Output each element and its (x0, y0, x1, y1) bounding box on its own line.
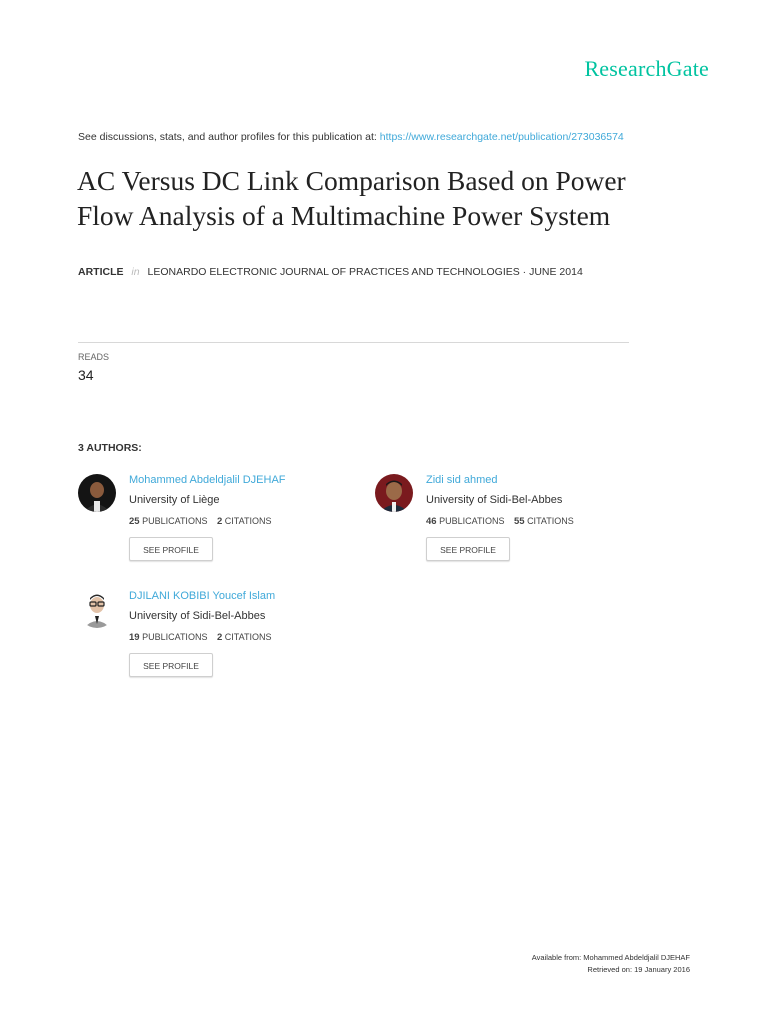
publications-label: PUBLICATIONS (142, 516, 208, 526)
authors-heading: 3 AUTHORS: (78, 442, 142, 454)
citations-count: 2 (216, 632, 223, 643)
author-institution: University of Sidi-Bel-Abbes (426, 494, 563, 506)
discuss-text: See discussions, stats, and author profiles for this publication at: (78, 131, 377, 143)
divider (78, 342, 629, 343)
publication-title (77, 163, 717, 233)
in-word: in (131, 266, 140, 278)
available-from: Available from: Mohammed Abdeldjalil DJEHAF (531, 953, 690, 962)
citations-label: CITATIONS (224, 632, 272, 642)
title-line-1: AC Versus DC Link Comparison Based on Power (77, 165, 626, 196)
see-profile-button[interactable]: SEE PROFILE (129, 537, 213, 561)
citations-count: 55 (513, 516, 525, 527)
see-profile-button[interactable]: SEE PROFILE (129, 653, 213, 677)
citations-label: CITATIONS (527, 516, 574, 526)
author-name[interactable]: Mohammed Abdeldjalil DJEHAF (129, 474, 286, 486)
author-stats (129, 632, 271, 643)
title-line-2: Flow Analysis of a Multimachine Power System (77, 200, 611, 231)
author-institution: University of Liège (129, 494, 220, 506)
author-name[interactable]: Zidi sid ahmed (426, 474, 498, 486)
citations-label: CITATIONS (224, 516, 272, 526)
publications-label: PUBLICATIONS (439, 516, 505, 526)
author-card (78, 474, 358, 584)
author-avatar[interactable] (78, 590, 116, 628)
author-stats (426, 516, 574, 527)
reads-label: READS (78, 352, 110, 362)
publication-meta (78, 266, 583, 278)
discussion-line (78, 131, 624, 143)
author-stats (129, 516, 271, 527)
publications-count: 25 (129, 516, 140, 527)
publication-link[interactable]: https://www.researchgate.net/publication/273036574 (379, 131, 624, 143)
publications-count: 46 (426, 516, 437, 527)
author-card (375, 474, 655, 584)
publication-venue: LEONARDO ELECTRONIC JOURNAL OF PRACTICES AND TECHNOLOGIES · JUNE 2014 (147, 266, 583, 278)
reads-count: 34 (78, 367, 94, 383)
publications-count: 19 (129, 632, 140, 643)
publications-label: PUBLICATIONS (142, 632, 208, 642)
researchgate-logo[interactable]: ResearchGate (584, 56, 709, 81)
footer (532, 952, 690, 976)
author-avatar[interactable] (78, 474, 116, 512)
author-institution: University of Sidi-Bel-Abbes (129, 610, 266, 622)
see-profile-button[interactable]: SEE PROFILE (426, 537, 510, 561)
citations-count: 2 (216, 516, 223, 527)
author-name[interactable]: DJILANI KOBIBI Youcef Islam (129, 590, 276, 602)
retrieved-on: Retrieved on: 19 January 2016 (587, 965, 690, 974)
publication-type: ARTICLE (78, 266, 124, 278)
author-card (78, 590, 358, 700)
author-avatar[interactable] (375, 474, 413, 512)
